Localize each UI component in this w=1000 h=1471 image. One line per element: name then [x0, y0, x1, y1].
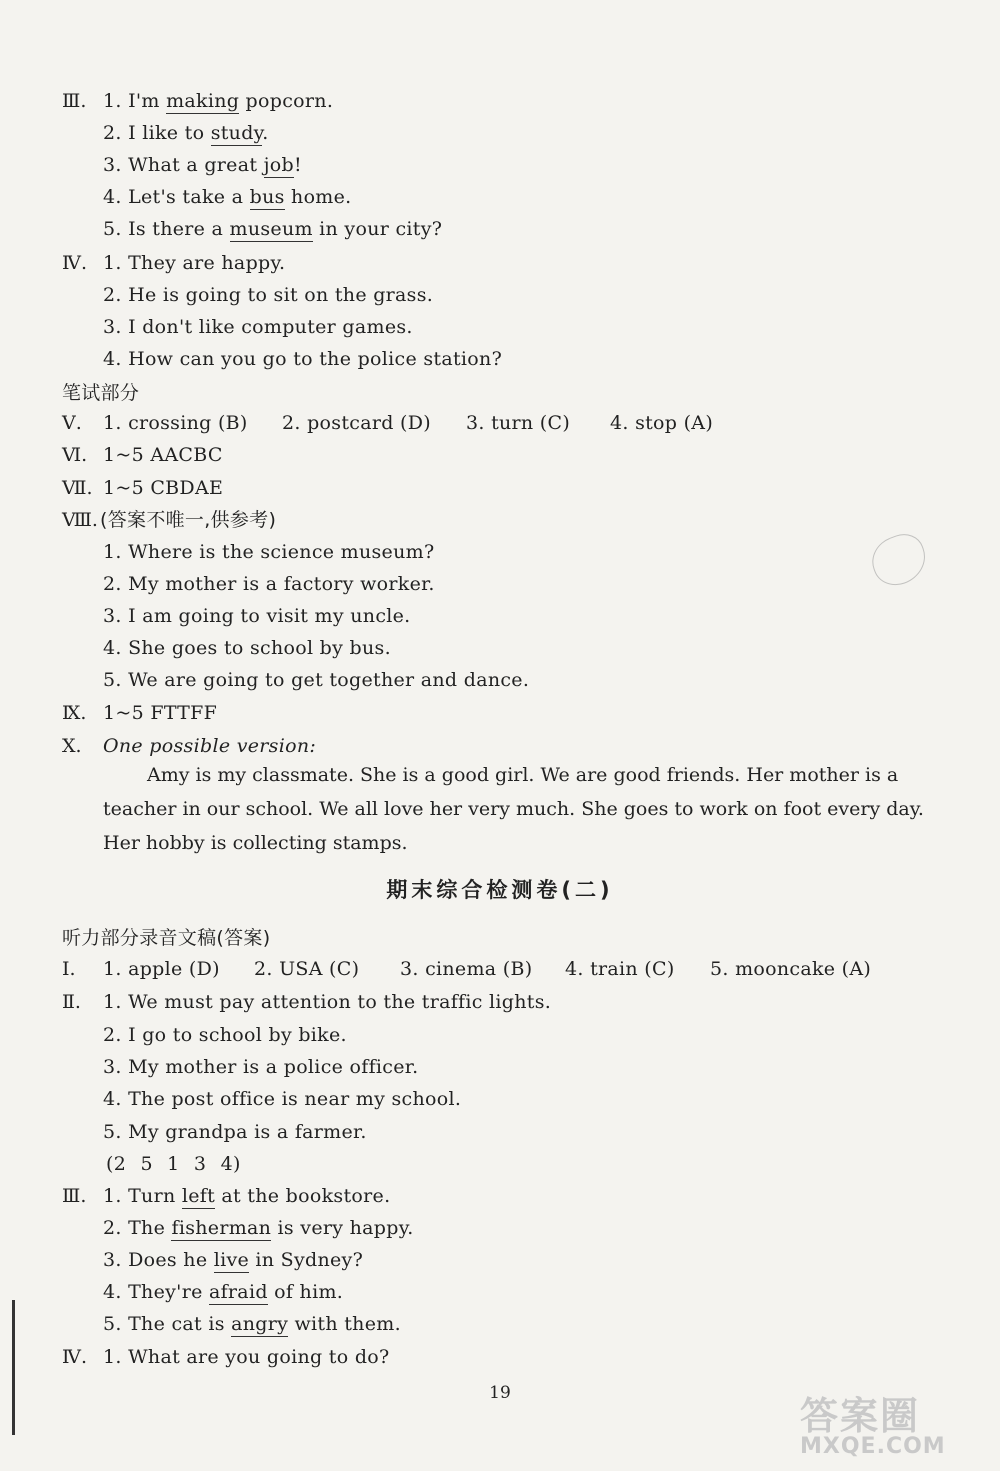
- version-label: One possible version:: [103, 735, 317, 757]
- list-item: 4. She goes to school by bus.: [103, 637, 391, 659]
- stamp-mark-icon: [865, 528, 932, 592]
- list-item: 5. We are going to get together and dance.: [103, 669, 530, 691]
- list-item: 1. They are happy.: [103, 252, 286, 274]
- site-watermark: 答案圈 MXQE.COM: [800, 1394, 946, 1459]
- section-roman-1: Ⅰ.: [62, 958, 76, 980]
- answer-item: 2. postcard (D): [282, 412, 431, 434]
- underlined-answer: live: [213, 1249, 250, 1271]
- section-roman-4b: Ⅳ.: [62, 1346, 88, 1368]
- list-item: 3. I am going to visit my uncle.: [103, 605, 411, 627]
- page-number: 19: [489, 1383, 511, 1403]
- answer-item: 1. crossing (B): [103, 412, 248, 434]
- answer-line: 1~5 FTTFF: [103, 702, 218, 724]
- underlined-answer: bus: [249, 186, 285, 208]
- list-item: 2. The fisherman is very happy.: [103, 1217, 414, 1239]
- section-roman-9: Ⅸ.: [62, 702, 87, 724]
- list-item: 4. How can you go to the police station?: [103, 348, 503, 370]
- exam-title: 期末综合检测卷(二): [386, 878, 614, 902]
- underlined-answer: study: [210, 122, 263, 144]
- section-roman-3: Ⅲ.: [62, 90, 87, 112]
- list-item: 1. Turn left at the bookstore.: [103, 1185, 391, 1207]
- list-item: 4. Let's take a bus home.: [103, 186, 352, 208]
- underlined-answer: left: [181, 1185, 216, 1207]
- answer-line: 1~5 CBDAE: [103, 477, 224, 499]
- section-roman-6: Ⅵ.: [62, 444, 88, 466]
- order-answer: (2 5 1 3 4): [106, 1153, 241, 1175]
- list-item: 5. The cat is angry with them.: [103, 1313, 401, 1335]
- list-item: 1. What are you going to do?: [103, 1346, 390, 1368]
- section-roman-4: Ⅳ.: [62, 252, 88, 274]
- list-item: 3. I don't like computer games.: [103, 316, 413, 338]
- answer-item: 2. USA (C): [254, 958, 360, 980]
- underlined-answer: angry: [231, 1313, 289, 1335]
- written-part-heading: 笔试部分: [62, 382, 140, 404]
- underlined-answer: fisherman: [171, 1217, 272, 1239]
- list-item: 4. They're afraid of him.: [103, 1281, 344, 1303]
- list-item: 5. My grandpa is a farmer.: [103, 1121, 367, 1143]
- list-item: 2. He is going to sit on the grass.: [103, 284, 434, 306]
- answer-item: 3. cinema (B): [400, 958, 533, 980]
- reference-note: (答案不唯一,供参考): [100, 509, 277, 531]
- section-roman-5: Ⅴ.: [62, 412, 82, 434]
- answer-item: 3. turn (C): [466, 412, 571, 434]
- section-roman-7: Ⅶ.: [62, 477, 93, 499]
- section-roman-3b: Ⅲ.: [62, 1185, 87, 1207]
- list-item: 2. I like to study.: [103, 122, 269, 144]
- underlined-answer: job: [263, 154, 295, 176]
- list-item: 3. What a great job!: [103, 154, 302, 176]
- underlined-answer: museum: [229, 218, 313, 240]
- list-item: 2. I go to school by bike.: [103, 1024, 347, 1046]
- list-item: 2. My mother is a factory worker.: [103, 573, 435, 595]
- list-item: 4. The post office is near my school.: [103, 1088, 462, 1110]
- answer-item: 5. mooncake (A): [710, 958, 872, 980]
- underlined-answer: making: [166, 90, 240, 112]
- list-item: 1. I'm making popcorn.: [103, 90, 334, 112]
- answer-item: 4. train (C): [565, 958, 675, 980]
- section-roman-8: Ⅷ.: [62, 509, 98, 531]
- list-item: 3. My mother is a police officer.: [103, 1056, 419, 1078]
- list-item: 3. Does he live in Sydney?: [103, 1249, 364, 1271]
- list-item: 1. We must pay attention to the traffic lights.: [103, 991, 552, 1013]
- section-roman-10: Ⅹ.: [62, 735, 82, 757]
- section-roman-2: Ⅱ.: [62, 991, 81, 1013]
- answer-item: 1. apple (D): [103, 958, 220, 980]
- list-item: 1. Where is the science museum?: [103, 541, 435, 563]
- answer-item: 4. stop (A): [610, 412, 714, 434]
- scan-edge-mark: [12, 1300, 15, 1435]
- sample-essay: Amy is my classmate. She is a good girl. We are good friends. Her mother is a teacher in our school. We all love her very much. She goes to work on foot every day. Her hobby is collecting stamps.: [103, 764, 924, 854]
- list-item: 5. Is there a museum in your city?: [103, 218, 443, 240]
- listening-heading: 听力部分录音文稿(答案): [62, 927, 271, 949]
- underlined-answer: afraid: [208, 1281, 268, 1303]
- answer-line: 1~5 AACBC: [103, 444, 223, 466]
